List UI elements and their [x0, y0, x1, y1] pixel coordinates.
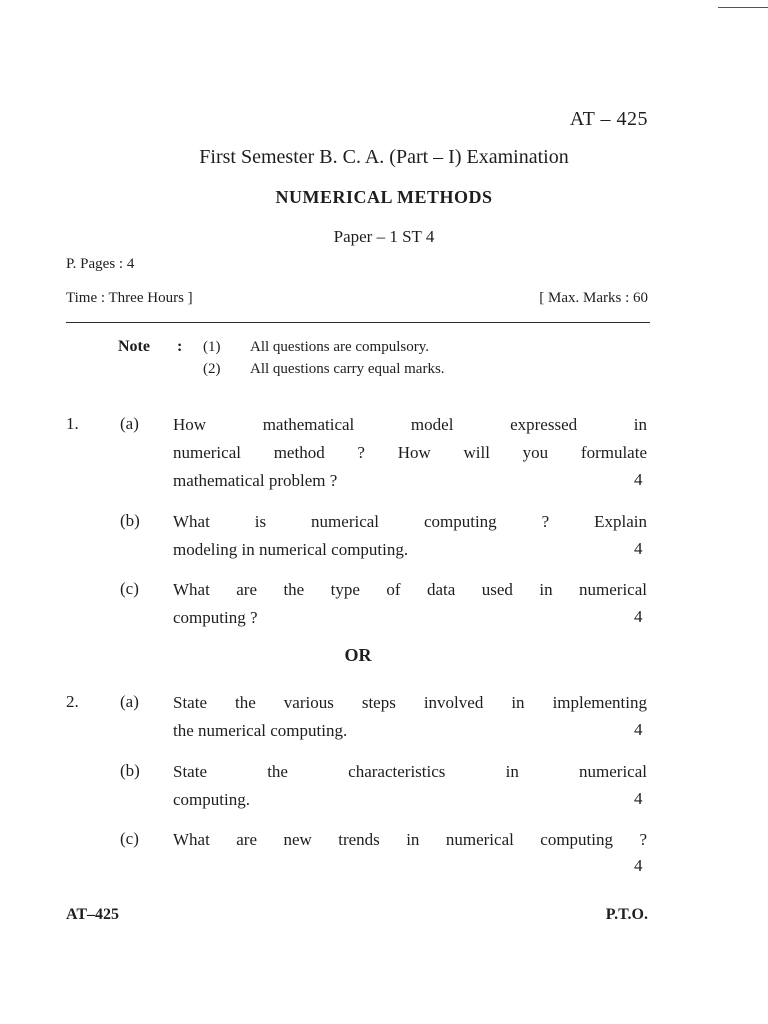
part-label: (a): [120, 692, 139, 711]
paper-code: AT – 425: [569, 108, 648, 130]
marks: 4: [634, 789, 643, 808]
max-marks: [ Max. Marks : 60: [539, 290, 648, 306]
scan-edge-mark: [718, 7, 768, 8]
note-colon: :: [177, 338, 183, 355]
question-line: How mathematical model expressed in: [173, 415, 647, 434]
question-line: State the various steps involved in implementing: [173, 693, 647, 712]
question-line: computing ?: [173, 608, 258, 627]
part-label: (c): [120, 579, 139, 598]
question-line: the numerical computing.: [173, 721, 348, 740]
marks: 4: [634, 607, 643, 626]
question-line: State the characteristics in numerical: [173, 762, 647, 781]
marks: 4: [634, 470, 643, 489]
part-label: (b): [120, 511, 140, 530]
question-line: mathematical problem ?: [173, 471, 338, 490]
part-label: (a): [120, 414, 139, 433]
exam-title: First Semester B. C. A. (Part – I) Examination: [199, 146, 569, 168]
header-divider: [66, 322, 650, 323]
page-count: P. Pages : 4: [66, 256, 135, 272]
footer-code: AT–425: [66, 906, 120, 923]
note-text: All questions carry equal marks.: [250, 361, 445, 377]
note-number: (2): [203, 361, 221, 377]
note-label: Note: [118, 338, 150, 355]
question-line: numerical method ? How will you formulate: [173, 443, 647, 462]
question-number: 1.: [66, 414, 79, 433]
subject-title: NUMERICAL METHODS: [275, 187, 493, 207]
marks: 4: [634, 720, 643, 739]
marks: 4: [634, 856, 643, 875]
question-line: computing.: [173, 790, 250, 809]
question-line: What are the type of data used in numerical: [173, 580, 647, 599]
part-label: (b): [120, 761, 140, 780]
question-line: What are new trends in numerical computing ?: [173, 830, 647, 849]
time-allowed: Time : Three Hours ]: [66, 290, 193, 306]
question-line: modeling in numerical computing.: [173, 540, 409, 559]
or-separator: OR: [344, 645, 372, 665]
note-text: All questions are compulsory.: [250, 339, 429, 355]
note-number: (1): [203, 339, 221, 355]
page-turn-over: P.T.O.: [605, 906, 648, 923]
marks: 4: [634, 539, 643, 558]
question-line: What is numerical computing ? Explain: [173, 512, 647, 531]
question-number: 2.: [66, 692, 79, 711]
part-label: (c): [120, 829, 139, 848]
paper-number: Paper – 1 ST 4: [333, 227, 435, 246]
